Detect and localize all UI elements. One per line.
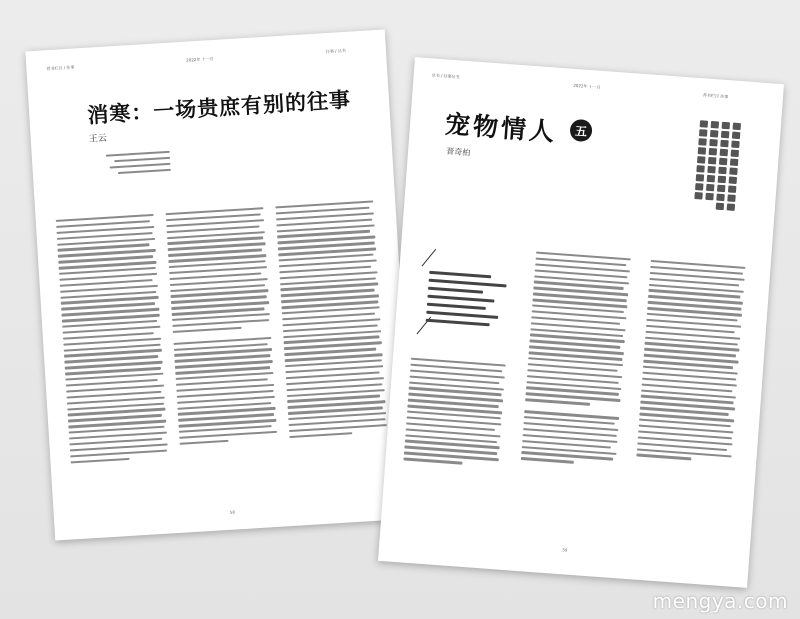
part-number-badge: 五 [569,119,593,143]
article-author: 王云 [88,133,108,145]
left-page-intro-column [90,151,171,176]
right-magazine-page [378,57,784,588]
text-column-1 [403,358,505,467]
article-author: 晋奇柏 [445,146,471,158]
running-head-center: 2022年 十一月 [186,55,214,63]
left-magazine-page [25,29,414,540]
running-head-right: 荐书栏目 往事 [702,92,729,100]
text-column-3 [636,260,745,463]
running-head-left: 荐书栏目 / 往事 [46,64,75,72]
running-head-left: 丛书 / 往事丛书 [431,72,460,80]
text-column-3 [275,200,387,438]
page-number: 59 [562,547,568,553]
decorative-slash [421,249,436,267]
running-head-right: 往事 / 丛书 [325,47,346,55]
page-number: 58 [229,509,236,515]
pull-quote-lines [426,271,508,328]
vertical-pull-quote [694,120,741,211]
site-watermark: mengya.com [652,589,788,613]
text-column-2 [521,252,631,467]
text-column-1 [56,214,169,463]
running-head-center: 2022年 十一月 [573,82,601,90]
text-column-2 [166,207,278,445]
article-title: 消寒：一场贵庶有别的往事 [86,86,352,128]
article-title: 宠物情人 [444,109,558,147]
